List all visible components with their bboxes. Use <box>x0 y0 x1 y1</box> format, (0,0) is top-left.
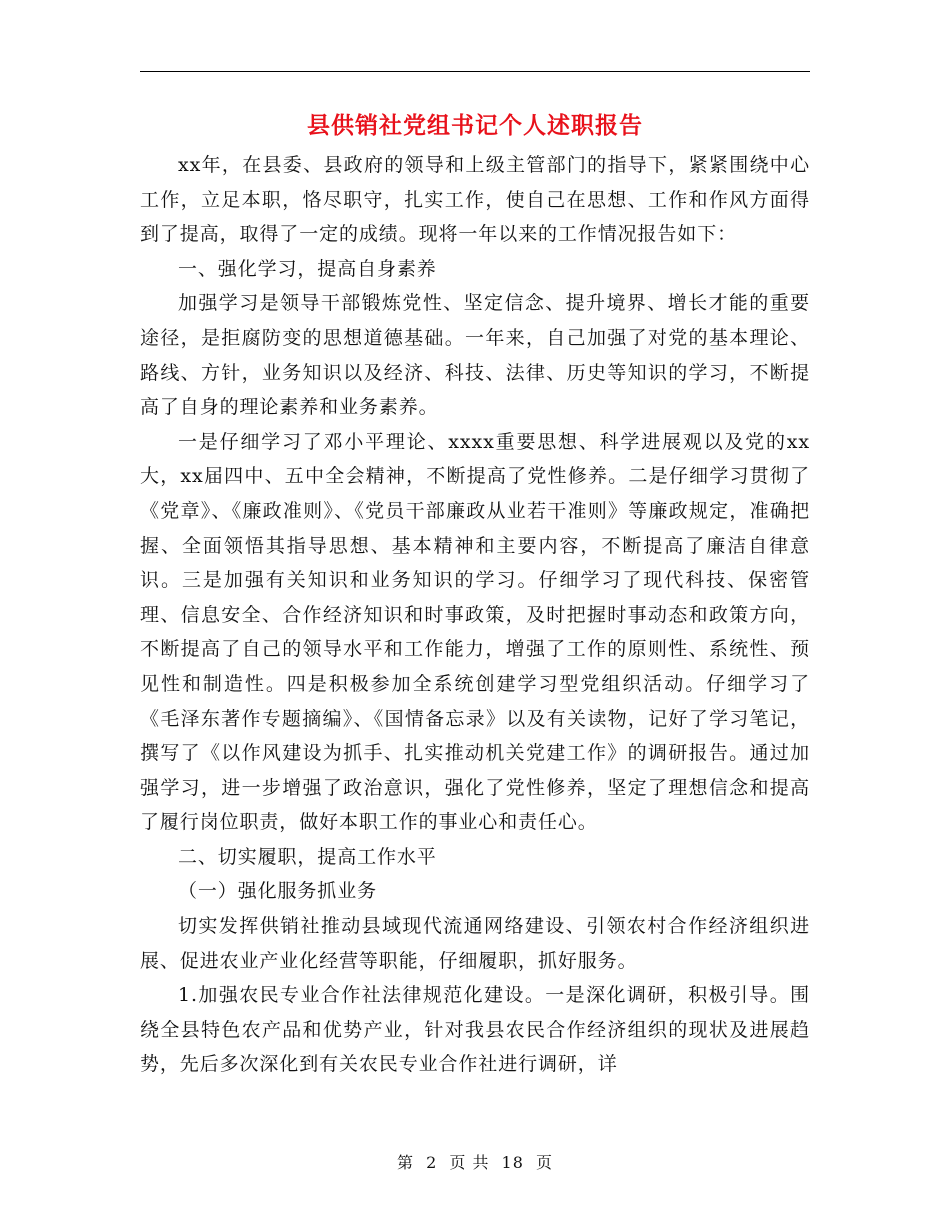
page-footer <box>0 1150 950 1173</box>
body-paragraph: 1.加强农民专业合作社法律规范化建设。一是深化调研，积极引导。围绕全县特色农产品和优势产业，针对我县农民合作经济组织的现状及进展趋势，先后多次深化到有关农民专业合作社进行调研，详 <box>140 984 810 1076</box>
intro-paragraph: xx年，在县委、县政府的领导和上级主管部门的指导下，紧紧围绕中心工作，立足本职，恪尽职守，扎实工作，使自己在思想、工作和作风方面得到了提高，取得了一定的成绩。现将一年以来的工作情况报告如下： <box>140 154 810 246</box>
subsection-heading-1: （一）强化服务抓业务 <box>178 880 378 903</box>
document-body <box>140 148 810 1082</box>
header-rule <box>140 71 810 72</box>
body-paragraph: 一是仔细学习了邓小平理论、xxxx重要思想、科学进展观以及党的xx大，xx届四中、五中全会精神，不断提高了党性修养。二是仔细学习贯彻了《党章》、《廉政准则》、《党员干部廉政从业若干准则》等廉政规定，准确把握、全面领悟其指导思想、基本精神和主要内容，不断提高了廉洁自律意识。三是加强有关知识和业务知识的学习。仔细学习了现代科技、保密管理、信息安全、合作经济知识和时事政策，及时把握时事动态和政策方向，不断提高了自己的领导水平和工作能力，增强了工作的原则性、系统性、预见性和制造性。四是积极参加全系统创建学习型党组织活动。仔细学习了《毛泽东著作专题摘编》、《国情备忘录》以及有关读物，记好了学习笔记，撰写了《以作风建设为抓手、扎实推动机关党建工作》的调研报告。通过加强学习，进一步增强了政治意识，强化了党性修养，坚定了理想信念和提高了履行岗位职责，做好本职工作的事业心和责任心。 <box>140 430 810 834</box>
section-heading-1: 一、强化学习，提高自身素养 <box>178 257 437 280</box>
section-heading-2: 二、切实履职，提高工作水平 <box>178 845 437 868</box>
document-title: 县供销社党组书记个人述职报告 <box>307 112 643 139</box>
body-paragraph: 加强学习是领导干部锻炼党性、坚定信念、提升境界、增长才能的重要途径，是拒腐防变的思想道德基础。一年来，自己加强了对党的基本理论、路线、方针，业务知识以及经济、科技、法律、历史等知识的学习，不断提高了自身的理论素养和业务素养。 <box>140 292 810 419</box>
total-page-count: 18 <box>501 1153 524 1172</box>
footer-prefix: 第 <box>396 1153 414 1172</box>
body-paragraph: 切实发挥供销社推动县域现代流通网络建设、引领农村合作经济组织进展、促进农业产业化经营等职能，仔细履职，抓好服务。 <box>140 915 810 972</box>
current-page-number: 2 <box>426 1153 438 1172</box>
footer-middle: 页 共 <box>449 1153 490 1172</box>
footer-suffix: 页 <box>536 1153 554 1172</box>
